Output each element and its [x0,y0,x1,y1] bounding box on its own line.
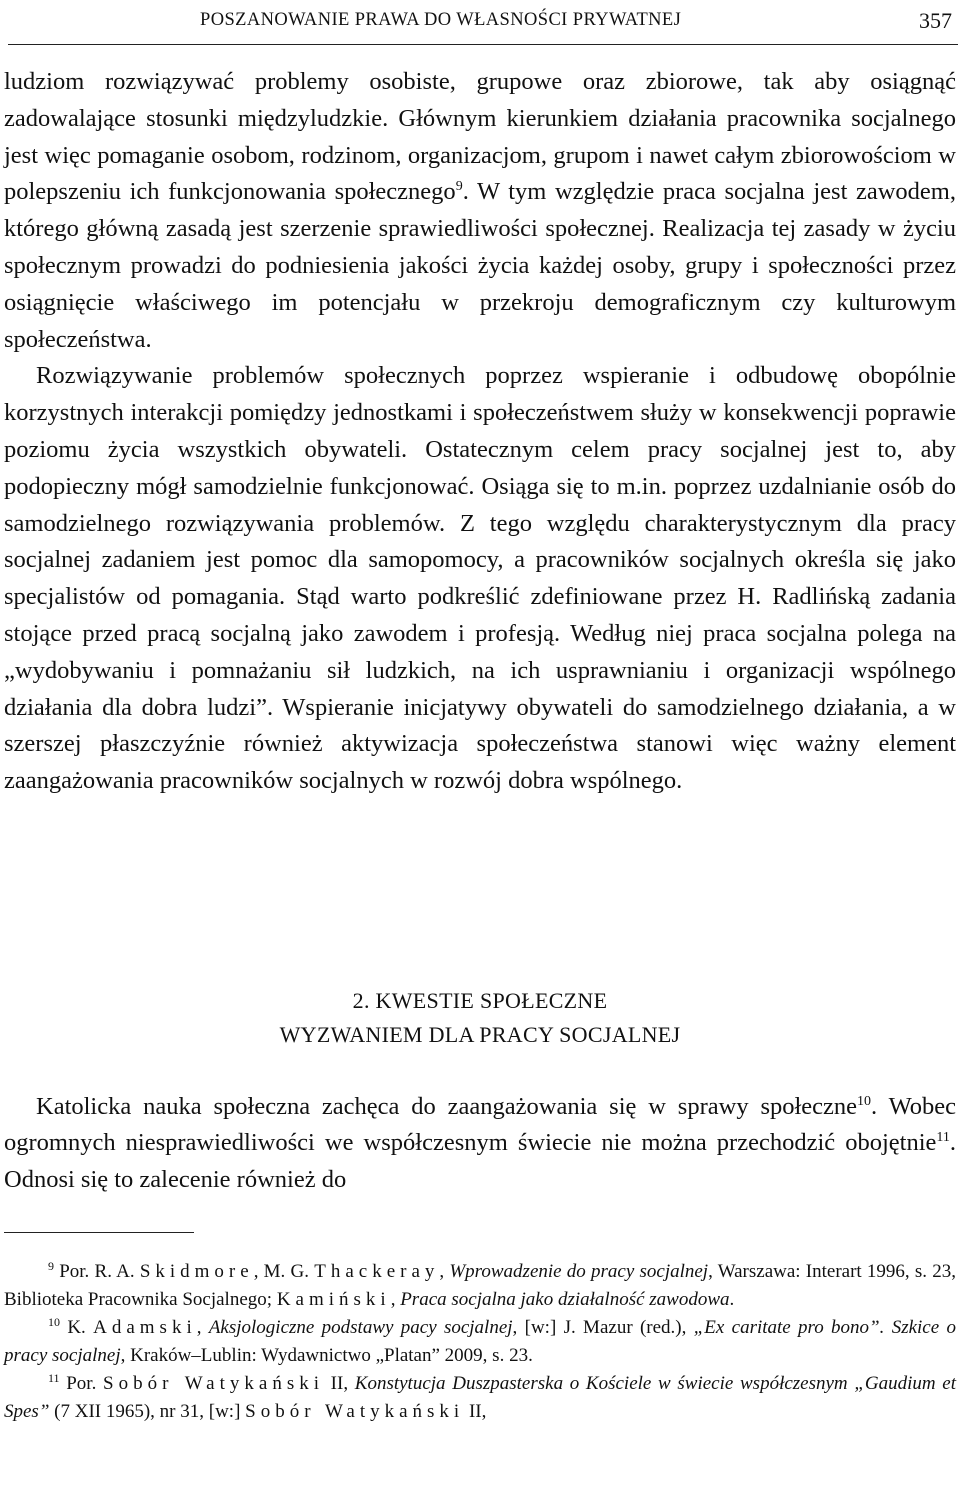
header-rule [8,44,958,45]
footnote-9-title-1: Wprowadzenie do pracy socjalnej [449,1261,709,1282]
paragraph-1 [4,64,956,358]
footnote-9 [4,1258,956,1313]
footnote-9-title-2: Praca socjalna jako działalność zawodowa [400,1288,730,1310]
footnote-9-text: , Warszawa: Interart 1996, s. 23, Biblioteka Pracownika Socjalnego; [4,1261,956,1310]
paragraph-1-part-b: . W tym względzie praca socjalna jest zawodem, którego główną zasadą jest szerzenie sprawiedliwości społecznej. Realizacja tej zasady w życiu społecznym prowadzi do podniesienia jakości życia każdej osoby, grupy i społeczności przez osiągnięcie właściwego im potencjału w przekroju demograficznym czy kulturowym społeczeństwa. [4,178,956,353]
footnote-9-text: , [439,1261,450,1282]
footnote-rule [4,1232,194,1233]
footnote-9-text: . [729,1288,735,1310]
footnote-11 [4,1370,956,1425]
footnote-11-title-1: Konstytucja Duszpasterska o Kościele w świecie współczesnym „Gaudium et Spes” [4,1373,957,1422]
footnote-11-text: Por. [59,1373,104,1394]
footnote-11-author-2: Sobór Watykański [245,1400,465,1422]
footnote-11-author-1: Sobór Watykański [103,1373,324,1394]
footnote-9-text: Por. R. A. [54,1261,140,1282]
section-heading-line-2: WYZWANIEM DLA PRACY SOCJALNEJ [279,1022,681,1047]
paragraph-3-part-c: . Odnosi się to zalecenie również do [4,1129,956,1193]
main-text [4,64,956,800]
footnote-10-text: , [196,1317,209,1338]
paragraph-3-part-b: . Wobec ogromnych niesprawiedliwości we współczesnym świecie nie można przechodzić obojętnie [4,1093,956,1157]
footnote-ref-10: 10 [857,1094,872,1109]
paragraph-1-part-a: ludziom rozwiązywać problemy osobiste, grupowe oraz zbiorowe, tak aby osiągnąć zadowalające stosunki międzyludzkie. Głównym kierunkiem działania pracownika socjalnego jest więc pomaganie osobom, rodzinom, organizacjom, grupom i nawet całym zbiorowościom w polepszeniu ich funkcjonowania społecznego [4,68,956,206]
paragraph-3-part-a: Katolicka nauka społeczna zachęca do zaangażowania się w sprawy społeczne [36,1093,858,1120]
footnote-10-text: K. [60,1317,94,1338]
paragraph-3 [4,1089,956,1198]
section-text [4,1089,956,1198]
paragraph-2: Rozwiązywanie problemów społecznych poprzez wspieranie i odbudowę obopólnie korzystnych interakcji pomiędzy jednostkami i społeczeństwem służy w konsekwencji poprawie poziomu życia wszystkich obywateli. Ostatecznym celem pracy socjalnej jest to, aby podopieczny mógł samodzielnie funkcjonować. Osiąga się to m.in. poprzez uzdalnianie osób do samodzielnego rozwiązywania problemów. Z tego względu charakterystycznym dla pracy socjalnej zadaniem jest pomoc dla samopomocy, a pracowników socjalnych określa się jako specjalistów od pomagania. Stąd warto podkreślić zdefiniowane przez H. Radlińską zadania stojące przed pracą socjalną jako zawodem i profesją. Według niej praca socjalna polega na „wydobywaniu i pomnażaniu sił ludzkich, na ich usprawnianiu i organizacji wspólnego działania dla dobra ludzi”. Wspieranie inicjatywy obywateli do samodzielnego działania, a w szerszej płaszczyźnie również aktywizacja społeczeństwa stanowi więc ważny element zaangażowania pracowników socjalnych w rozwój dobra wspólnego. [4,362,956,795]
section-heading [0,984,960,1052]
footnote-9-number: 9 [48,1259,54,1273]
footnote-9-text: , M. G. [253,1261,315,1282]
footnotes [4,1258,956,1426]
footnote-ref-11: 11 [936,1130,950,1146]
page-number: 357 [919,8,952,33]
footnote-11-text: II, [464,1400,487,1422]
footnote-10-title-2: „Ex caritate pro bono”. Szkice o pracy socjalnej [4,1317,956,1366]
footnote-10-number: 10 [48,1315,60,1329]
footnote-10 [4,1314,956,1369]
footnote-9-text: , [390,1288,401,1310]
footnote-11-text: II, [324,1373,355,1394]
footnote-9-author-3: Kamiński [276,1288,391,1310]
footnote-ref-9: 9 [455,179,463,195]
footnote-9-author-1: Skidmore [139,1261,254,1282]
footnote-11-number: 11 [48,1371,60,1385]
running-head [4,6,954,36]
footnote-10-text: , [w:] J. Mazur (red.), [512,1317,694,1338]
running-title: POSZANOWANIE PRAWA DO WŁASNOŚCI PRYWATNEJ [200,10,682,30]
section-heading-line-1: 2. KWESTIE SPOŁECZNE [352,988,608,1013]
footnote-10-title-1: Aksjologiczne podstawy pacy socjalnej [208,1317,513,1338]
footnote-10-text: , Kraków–Lublin: Wydawnictwo „Platan” 2009, s. 23. [120,1344,533,1366]
footnote-9-author-2: Thackeray [314,1261,440,1282]
footnote-11-text: (7 XII 1965), nr 31, [w:] [49,1400,246,1422]
footnote-10-author-1: Adamski [93,1317,197,1338]
